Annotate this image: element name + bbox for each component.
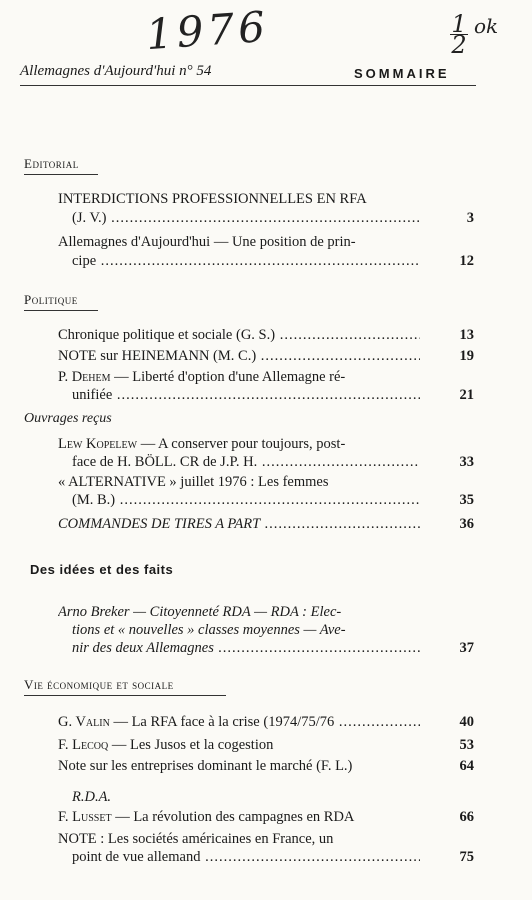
toc-entry: (M. B.) ..... xyxy=(72,491,420,509)
page-number: 40 xyxy=(459,714,474,730)
page-number: 3 xyxy=(466,210,474,226)
toc-entry: Note sur les entreprises dominant le marché (F. L.) xyxy=(58,758,353,774)
toc-entry: NOTE : Les sociétés américaines en France, un xyxy=(58,831,334,847)
toc-entry: P. Dehem — Liberté d'option d'une Allemagne ré- xyxy=(58,369,346,385)
toc-entry: Lew Kopelew — A conserver pour toujours, post- xyxy=(58,436,346,452)
subsection-rda: R.D.A. xyxy=(72,789,112,805)
journal-title: Allemagnes d'Aujourd'hui n° 54 xyxy=(20,63,212,79)
toc-entry: face de H. BÖLL. CR de J.P. H. ..... xyxy=(72,453,420,471)
toc-entry: nir des deux Allemagnes ..... xyxy=(72,639,420,657)
handwritten-mark xyxy=(450,10,499,59)
handwritten-ok: ok xyxy=(474,14,499,38)
section-editorial: Editorial xyxy=(24,156,79,171)
section-idees: Des idées et des faits xyxy=(30,562,174,577)
toc-entry: Arno Breker — Citoyenneté RDA — RDA : Elec- xyxy=(58,604,342,620)
fraction-bottom: 2 xyxy=(451,31,467,59)
toc-entry: tions et « nouvelles » classes moyennes — Ave- xyxy=(72,622,346,638)
page-number: 33 xyxy=(459,454,474,470)
toc-entry: (J. V.) ..... xyxy=(72,209,420,227)
section-vie-economique: Vie économique et sociale xyxy=(24,677,174,692)
toc-entry: COMMANDES DE TIRES A PART ..... xyxy=(58,515,420,533)
sommaire-heading: SOMMAIRE xyxy=(354,66,450,81)
section-politique: Politique xyxy=(24,292,78,307)
toc-entry: unifiée ..... xyxy=(72,386,420,404)
toc-entry: Allemagnes d'Aujourd'hui — Une position de prin- xyxy=(58,234,356,250)
section-rule xyxy=(24,695,226,696)
page-number: 37 xyxy=(459,640,474,656)
page-number: 13 xyxy=(459,327,474,343)
section-ouvrages: Ouvrages reçus xyxy=(24,411,112,426)
page-number: 19 xyxy=(459,348,474,364)
toc-entry: F. Lusset — La révolution des campagnes en RDA xyxy=(58,809,355,825)
page-number: 36 xyxy=(459,516,474,532)
page-number: 21 xyxy=(459,387,474,403)
page-number: 66 xyxy=(459,809,474,825)
toc-entry: Chronique politique et sociale (G. S.) ..... xyxy=(58,326,420,344)
handwritten-fraction xyxy=(450,10,468,59)
toc-entry: « ALTERNATIVE » juillet 1976 : Les femmes xyxy=(58,474,329,490)
toc-entry: cipe ..... xyxy=(72,252,420,270)
page-number: 53 xyxy=(459,737,474,753)
section-rule xyxy=(24,310,98,311)
toc-entry: point de vue allemand ..... xyxy=(72,848,420,866)
page-number: 75 xyxy=(459,849,474,865)
toc-entry: G. Valin — La RFA face à la crise (1974/75/76 ..... xyxy=(58,713,420,731)
page-number: 12 xyxy=(459,253,474,269)
toc-entry: NOTE sur HEINEMANN (M. C.) ..... xyxy=(58,347,420,365)
fraction-top: 1 xyxy=(451,10,467,38)
section-rule xyxy=(24,174,98,175)
toc-entry: F. Lecoq — Les Jusos et la cogestion xyxy=(58,737,274,753)
handwritten-year: 1976 xyxy=(144,1,271,60)
page-number: 64 xyxy=(459,758,474,774)
header-rule xyxy=(20,85,476,86)
page-number: 35 xyxy=(459,492,474,508)
toc-entry: INTERDICTIONS PROFESSIONNELLES EN RFA xyxy=(58,191,367,207)
